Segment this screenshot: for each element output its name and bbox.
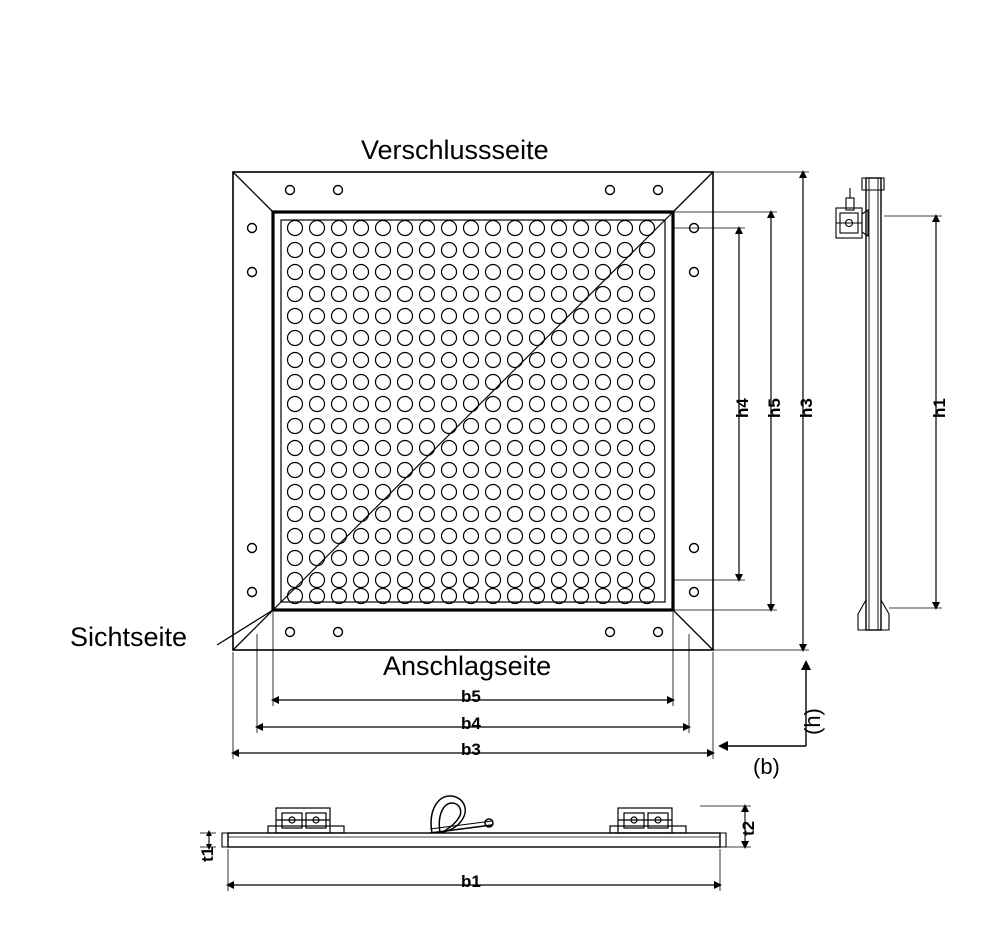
label-verschlussseite: Verschlussseite bbox=[361, 135, 549, 165]
dim-label-t2: t2 bbox=[739, 820, 758, 836]
label-sichtseite: Sichtseite bbox=[70, 622, 188, 652]
side-hinge-detail bbox=[836, 188, 868, 238]
center-latch-detail bbox=[430, 796, 493, 833]
right-hinge-detail bbox=[610, 808, 686, 833]
dim-label-b5: b5 bbox=[461, 687, 481, 706]
dim-label-h-paren: (h) bbox=[800, 708, 825, 735]
dim-label-b-paren: (b) bbox=[753, 754, 780, 779]
dim-label-t1: t1 bbox=[198, 846, 217, 862]
label-anschlagseite: Anschlagseite bbox=[383, 651, 552, 681]
dim-label-h5: h5 bbox=[765, 398, 784, 418]
sichtseite-leader bbox=[217, 610, 273, 645]
bh-direction-arrows bbox=[718, 660, 811, 751]
dim-label-h1: h1 bbox=[930, 398, 949, 418]
side-view bbox=[836, 178, 942, 630]
dim-label-h4: h4 bbox=[733, 398, 752, 418]
dim-label-b3: b3 bbox=[461, 740, 481, 759]
front-view bbox=[233, 172, 713, 650]
left-hinge-detail bbox=[268, 808, 344, 833]
dim-label-h3: h3 bbox=[797, 398, 816, 418]
dim-label-b1: b1 bbox=[461, 872, 481, 891]
horizontal-dimensions bbox=[231, 612, 715, 759]
dim-label-b4: b4 bbox=[461, 714, 481, 733]
